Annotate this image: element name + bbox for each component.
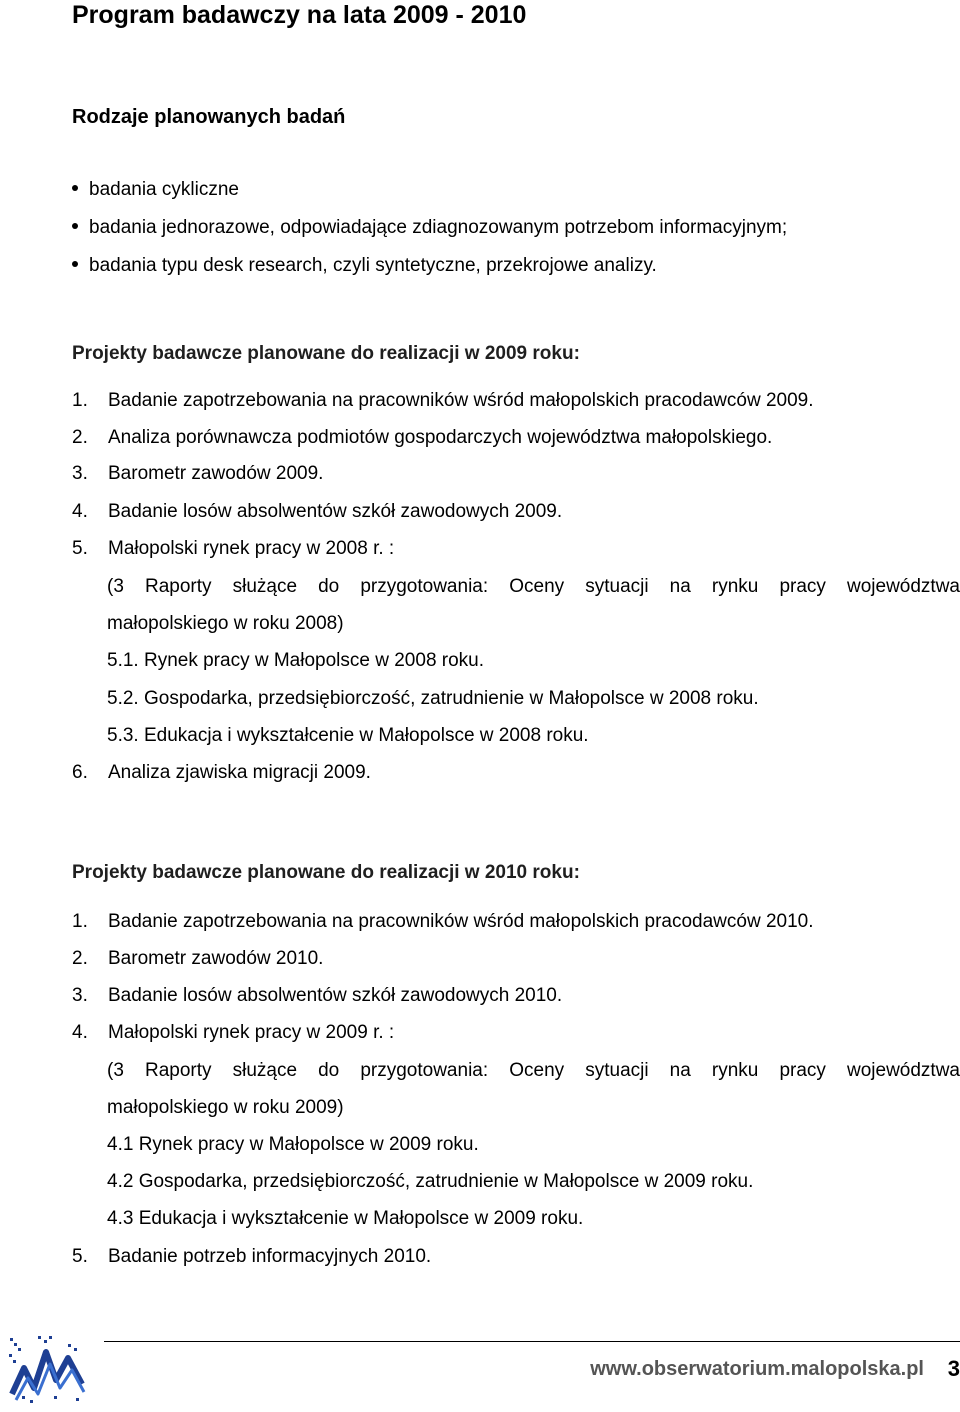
list-item: badania typu desk research, czyli syntetyczne, przekrojowe analizy. bbox=[72, 253, 657, 279]
list-item: 1. Badanie zapotrzebowania na pracowników wśród małopolskich pracodawców 2009. bbox=[72, 390, 814, 411]
bullet-icon bbox=[72, 261, 78, 267]
list-item: 4. Małopolski rynek pracy w 2009 r. : bbox=[72, 1022, 395, 1043]
sub-list-item: 4.3 Edukacja i wykształcenie w Małopolsce w 2009 roku. bbox=[107, 1208, 584, 1229]
footer-divider bbox=[104, 1341, 960, 1342]
sub-list-item: 4.1 Rynek pracy w Małopolsce w 2009 roku. bbox=[107, 1134, 479, 1155]
list-item: 3. Badanie losów absolwentów szkół zawodowych 2010. bbox=[72, 985, 563, 1006]
page-title: Program badawczy na lata 2009 - 2010 bbox=[72, 1, 527, 29]
sub-list-item: 5.3. Edukacja i wykształcenie w Małopolsce w 2008 roku. bbox=[107, 725, 589, 746]
list-item: 4. Badanie losów absolwentów szkół zawodowych 2009. bbox=[72, 501, 563, 522]
page-number: 3 bbox=[947, 1356, 960, 1381]
report-note-continued: małopolskiego w roku 2009) bbox=[107, 1097, 344, 1118]
observatory-logo-icon bbox=[8, 1334, 88, 1406]
sub-list-item: 5.2. Gospodarka, przedsiębiorczość, zatrudnienie w Małopolsce w 2008 roku. bbox=[107, 688, 759, 709]
list-item: 1. Badanie zapotrzebowania na pracowników wśród małopolskich pracodawców 2010. bbox=[72, 911, 814, 932]
list-item: 5. Badanie potrzeb informacyjnych 2010. bbox=[72, 1246, 432, 1267]
list-item: 3. Barometr zawodów 2009. bbox=[72, 463, 324, 484]
list-item: badania jednorazowe, odpowiadające zdiagnozowanym potrzebom informacyjnym; bbox=[72, 215, 787, 241]
bullet-icon bbox=[72, 223, 78, 229]
list-item: 5. Małopolski rynek pracy w 2008 r. : bbox=[72, 538, 395, 559]
footer-url-link[interactable]: www.obserwatorium.malopolska.pl bbox=[590, 1358, 924, 1380]
projects-2010-heading: Projekty badawcze planowane do realizacji w 2010 roku: bbox=[72, 862, 580, 883]
bullet-icon bbox=[72, 185, 78, 191]
projects-2009-heading: Projekty badawcze planowane do realizacji w 2009 roku: bbox=[72, 343, 580, 364]
list-item: 6. Analiza zjawiska migracji 2009. bbox=[72, 762, 371, 783]
report-note: (3 Raporty służące do przygotowania: Oceny sytuacji na rynku pracy województwa bbox=[107, 1060, 960, 1081]
list-item: badania cykliczne bbox=[72, 177, 239, 203]
sub-list-item: 5.1. Rynek pracy w Małopolsce w 2008 roku. bbox=[107, 650, 485, 671]
list-item: 2. Analiza porównawcza podmiotów gospodarczych województwa małopolskiego. bbox=[72, 427, 773, 448]
section-types-heading: Rodzaje planowanych badań bbox=[72, 106, 346, 128]
report-note: (3 Raporty służące do przygotowania: Oceny sytuacji na rynku pracy województwa bbox=[107, 576, 960, 597]
sub-list-item: 4.2 Gospodarka, przedsiębiorczość, zatrudnienie w Małopolsce w 2009 roku. bbox=[107, 1171, 754, 1192]
report-note-continued: małopolskiego w roku 2008) bbox=[107, 613, 344, 634]
list-item: 2. Barometr zawodów 2010. bbox=[72, 948, 324, 969]
